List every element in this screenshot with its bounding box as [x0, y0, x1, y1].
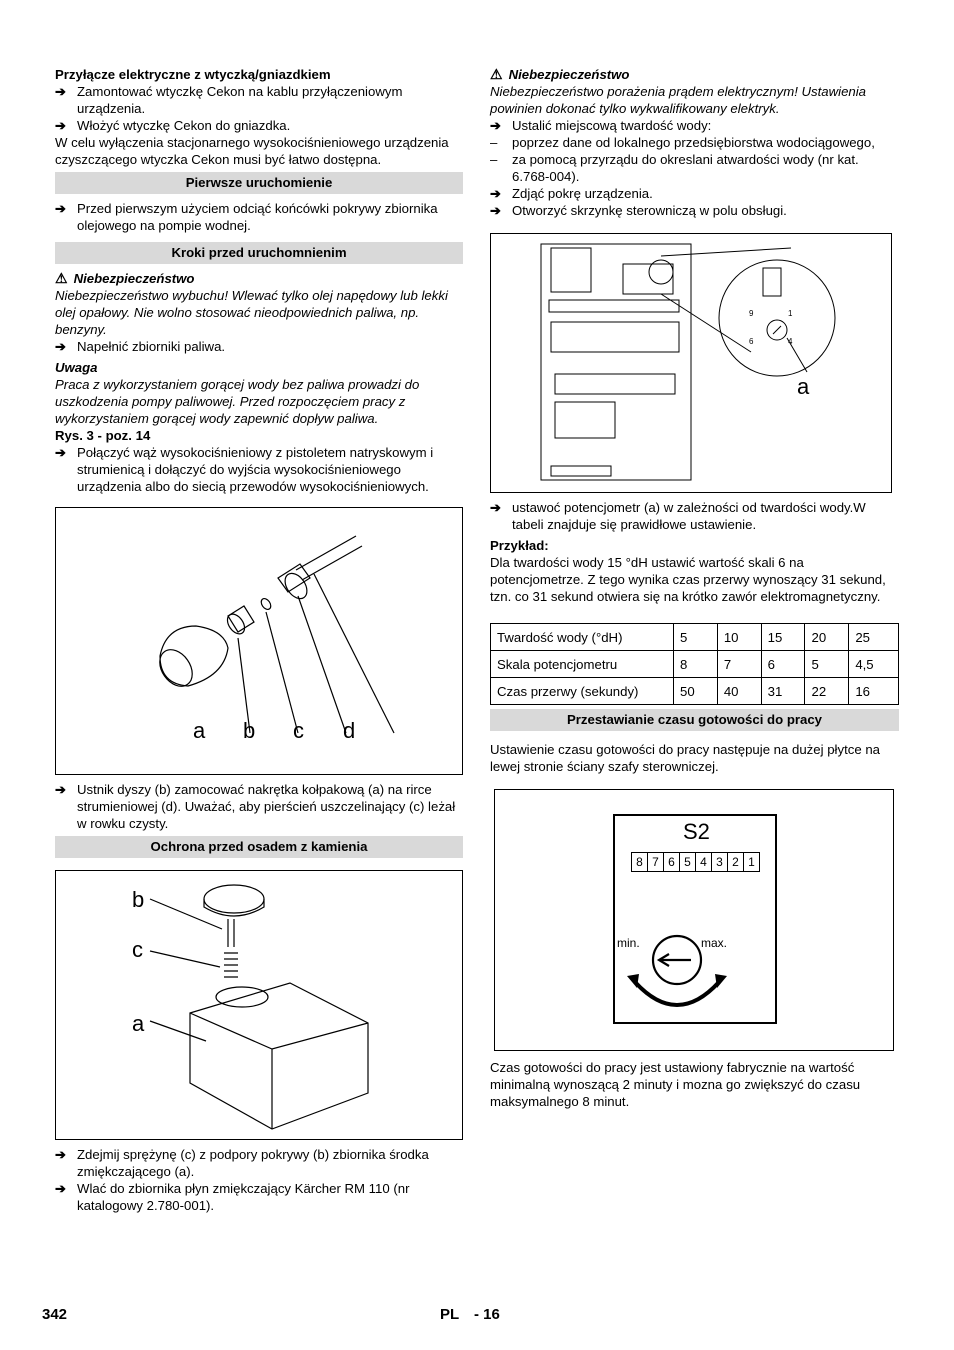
sub-page-number: - 16 — [474, 1306, 500, 1323]
figure-reference: Rys. 3 - poz. 14 — [55, 428, 151, 443]
dip-digit: 5 — [680, 853, 696, 871]
right-column — [490, 66, 899, 1110]
arrow-icon: ➔ — [55, 445, 67, 460]
language-code: PL — [440, 1306, 460, 1323]
danger-text: Niebezpieczeństwo porażenia prądem elektrycznym! Ustawienia powinien dokonać tylko wykwalifikowany elektryk. — [490, 84, 867, 116]
figure-label-c: c — [132, 937, 143, 962]
example-label: Przykład: — [490, 538, 549, 553]
figure-softener-tank — [55, 870, 463, 1140]
arrow-icon: ➔ — [490, 500, 502, 515]
table-cell: 22 — [805, 678, 849, 705]
arrow-icon: ➔ — [55, 201, 67, 216]
min-label: min. — [617, 936, 640, 950]
list-item: ➔ Włożyć wtyczkę Cekon do gniazdka. — [55, 118, 291, 133]
dial-number: 6 — [749, 337, 754, 346]
arrow-icon: ➔ — [55, 782, 67, 797]
figure-label-b: b — [132, 887, 145, 912]
note-label: Uwaga — [55, 360, 98, 375]
danger-text: Niebezpieczeństwo wybuchu! Wlewać tylko olej napędowy lub lekki olej opałowy. Nie wolno stosować nieodpowiednich paliwa, np. benzyny. — [55, 288, 448, 337]
dial-number: 1 — [788, 309, 793, 318]
figure-control-box — [490, 233, 892, 493]
s2-panel — [613, 814, 777, 1024]
table-cell: 5 — [805, 651, 849, 678]
list-item: ➔ Zamontować wtyczkę Cekon na kablu przyłączeniowym urządzenia. — [55, 84, 403, 116]
list-item: ➔ ustawoć potencjometr (a) w zależności od twardości wody.W tabeli znajduje się prawidłowe ustawienie. — [490, 500, 866, 532]
section-heading-ready-time: Przestawianie czasu gotowości do pracy — [490, 709, 899, 731]
list-item: ➔ Zdjąć pokrę urządzenia. — [490, 186, 653, 201]
control-box-illustration — [491, 234, 891, 492]
figure-label-c: c — [293, 718, 304, 743]
heading-electric: Przyłącze elektryczne z wtyczką/gniazdkiem — [55, 67, 331, 82]
warning-icon: ⚠ — [490, 66, 503, 82]
table-cell: Skala potencjometru — [491, 651, 674, 678]
figure-s2-switch — [494, 789, 894, 1051]
table-cell: Twardość wody (°dH) — [491, 624, 674, 651]
danger-heading: ⚠ Niebezpieczeństwo — [55, 270, 195, 286]
rotary-dial-icon — [621, 926, 741, 1016]
table-cell: 5 — [674, 624, 718, 651]
dip-digit: 7 — [648, 853, 664, 871]
warning-icon: ⚠ — [55, 270, 68, 286]
softener-tank-illustration — [56, 871, 462, 1139]
arrow-icon: ➔ — [55, 84, 67, 99]
table-cell: 20 — [805, 624, 849, 651]
paragraph: Czas gotowości do pracy jest ustawiony fabrycznie na wartość minimalną wynoszącą 2 minuty i mozna go zwiększyć do czasu maksymalnego 8 minut. — [490, 1060, 861, 1109]
arrow-icon: ➔ — [55, 118, 67, 133]
list-item: ➔ Przed pierwszym użyciem odciąć końcówki pokrywy zbiornika olejowego na pompie wodnej. — [55, 201, 438, 233]
table-cell: 10 — [717, 624, 761, 651]
section-heading-first-start: Pierwsze uruchomienie — [55, 172, 463, 194]
paragraph: Ustawienie czasu gotowości do pracy następuje na dużej płytce na lewej stronie ściany szafy sterowniczej. — [490, 742, 880, 774]
table-cell: 7 — [717, 651, 761, 678]
arrow-icon: ➔ — [490, 186, 502, 201]
note-text: Praca z wykorzystaniem gorącej wody bez paliwa prowadzi do uszkodzenia pompy paliwowej. Przed rozpoczęciem pracy z wykorzystaniem gorącej wody zapewnić dopływ paliwa. — [55, 377, 420, 426]
dip-digit: 8 — [632, 853, 648, 871]
arrow-icon: ➔ — [490, 203, 502, 218]
arrow-icon: ➔ — [55, 1181, 67, 1196]
dip-digit: 2 — [728, 853, 744, 871]
list-item: ➔ Wlać do zbiornika płyn zmiękczający Kärcher RM 110 (nr katalogowy 2.780-001). — [55, 1181, 410, 1213]
table-cell: 16 — [849, 678, 899, 705]
dial-number: 4 — [788, 337, 793, 346]
s2-title: S2 — [683, 819, 710, 844]
table-row — [491, 624, 899, 651]
dip-digit: 4 — [696, 853, 712, 871]
table-cell: 4,5 — [849, 651, 899, 678]
figure-label-a: a — [193, 718, 206, 743]
list-item: – poprzez dane od lokalnego przedsiębiorstwa wodociągowego, — [490, 135, 875, 150]
arrow-icon: ➔ — [55, 339, 67, 354]
figure-nozzle-assembly — [55, 507, 463, 775]
arrow-icon: ➔ — [55, 1147, 67, 1162]
table-cell: Czas przerwy (sekundy) — [491, 678, 674, 705]
max-label: max. — [701, 936, 728, 950]
dash-marker: – — [490, 135, 498, 150]
list-item: ➔ Połączyć wąż wysokociśnieniowy z pistoletem natryskowym i strumienicą i dołączyć do wyjścia wysokociśnieniowego urządzenia albo do siecią przewodów wysokociśnieniowych. — [55, 445, 434, 494]
section-heading-scale: Ochrona przed osadem z kamienia — [55, 836, 463, 858]
dial-number: 9 — [749, 309, 754, 318]
list-item: – za pomocą przyrządu do okreslani atwardości wody (nr kat. 6.768-004). — [490, 152, 859, 184]
danger-heading: ⚠ Niebezpieczeństwo — [490, 66, 630, 82]
figure-label-d: d — [343, 718, 356, 743]
table-cell: 8 — [674, 651, 718, 678]
table-cell: 31 — [761, 678, 805, 705]
table-cell: 40 — [717, 678, 761, 705]
list-item: ➔ Ustnik dyszy (b) zamocować nakrętka kołpakową (a) na rirce strumieniowej (d). Uważać, aby pierścień uszczelinający (c) leżał w rowku czysty. — [55, 782, 456, 831]
list-item: ➔ Napełnić zbiorniki paliwa. — [55, 339, 226, 354]
nozzle-illustration — [56, 508, 462, 774]
paragraph: W celu wyłączenia stacjonarnego wysokociśnieniowego urządzenia czyszczącego wtyczka Cekon musi być łatwo dostępna. — [55, 135, 449, 167]
table-cell: 25 — [849, 624, 899, 651]
dip-digit: 3 — [712, 853, 728, 871]
page-number: 342 — [42, 1306, 68, 1323]
list-item: ➔ Otworzyć skrzynkę sterowniczą w polu obsługi. — [490, 203, 787, 218]
table-cell: 15 — [761, 624, 805, 651]
left-column — [55, 66, 463, 1214]
arrow-icon: ➔ — [490, 118, 502, 133]
example-text: Dla twardości wody 15 °dH ustawić wartość skali 6 na potencjometrze. Z tego wynika czas przerwy wynoszący 31 sekund, tzn. co 31 sekund otwiera się na krótko zawór elektromagnetyczny. — [490, 555, 886, 604]
dip-switch-row — [631, 852, 760, 872]
table-cell: 50 — [674, 678, 718, 705]
table-row — [491, 651, 899, 678]
table-row — [491, 678, 899, 705]
figure-label-a: a — [797, 374, 810, 399]
list-item: ➔ Zdejmij sprężynę (c) z podpory pokrywy (b) zbiornika środka zmiękczającego (a). — [55, 1147, 429, 1179]
dip-digit: 6 — [664, 853, 680, 871]
list-item: ➔ Ustalić miejscową twardość wody: — [490, 118, 712, 133]
dip-digit: 1 — [748, 855, 755, 869]
figure-label-a: a — [132, 1011, 145, 1036]
figure-label-b: b — [243, 718, 256, 743]
section-heading-steps: Kroki przed uruchomnienim — [55, 242, 463, 264]
table-cell: 6 — [761, 651, 805, 678]
dash-marker: – — [490, 152, 498, 167]
water-hardness-table — [490, 623, 899, 705]
